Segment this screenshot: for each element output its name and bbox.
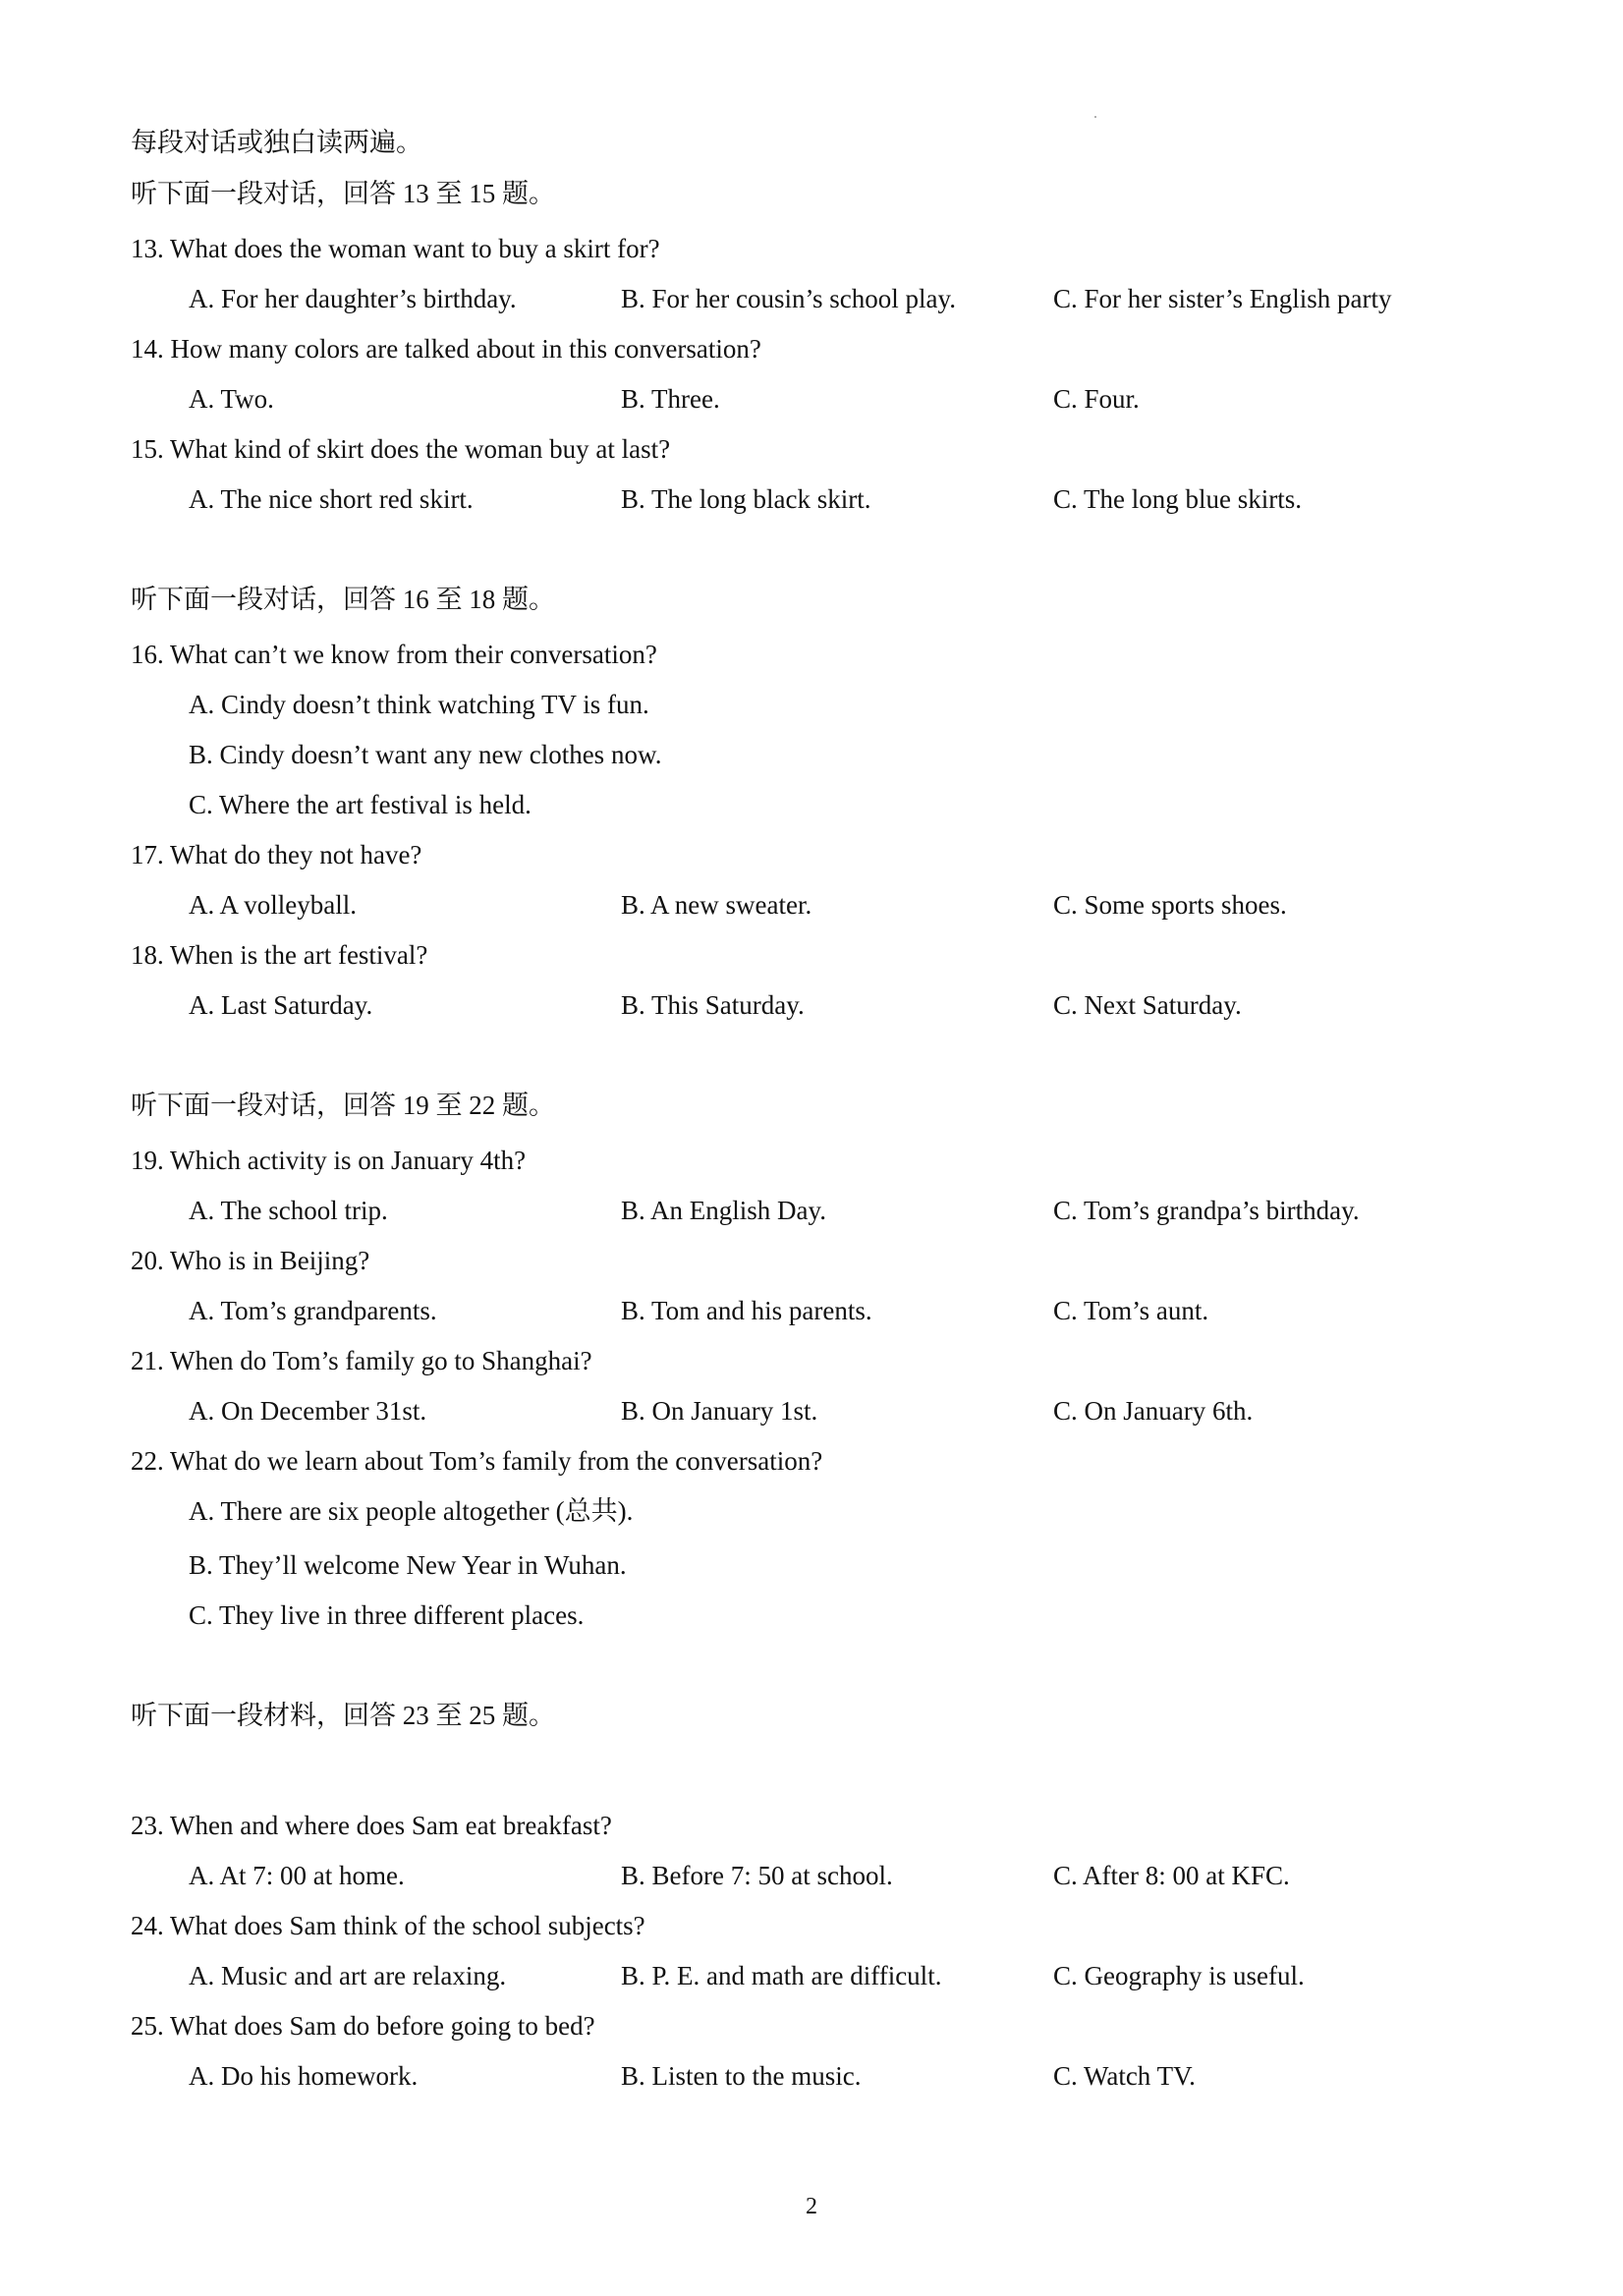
option-20-a: A. Tom’s grandparents.	[189, 1296, 437, 1325]
section-heading-23-25: 听下面一段材料，回答 23 至 25 题。	[131, 1701, 555, 1730]
option-19-a: A. The school trip.	[189, 1196, 388, 1225]
section-heading-16-18: 听下面一段对话，回答 16 至 18 题。	[131, 585, 555, 614]
option-23-c: C. After 8: 00 at KFC.	[1053, 1861, 1290, 1890]
option-14-a: A. Two.	[189, 384, 274, 414]
options-20	[131, 1294, 1506, 1344]
option-21-c: C. On January 6th.	[1053, 1396, 1254, 1426]
question-13: 13. What does the woman want to buy a skirt for?	[131, 234, 660, 263]
option-15-c: C. The long blue skirts.	[1053, 484, 1302, 514]
option-16-c: C. Where the art festival is held.	[189, 790, 532, 819]
question-22: 22. What do we learn about Tom’s family from the conversation?	[131, 1446, 823, 1476]
option-16-a: A. Cindy doesn’t think watching TV is fun.	[189, 690, 649, 719]
option-18-b: B. This Saturday.	[621, 990, 805, 1020]
section-heading-13-15: 听下面一段对话，回答 13 至 15 题。	[131, 179, 555, 208]
option-16-b: B. Cindy doesn’t want any new clothes now.	[189, 740, 662, 769]
option-22-c: C. They live in three different places.	[189, 1600, 585, 1630]
option-18-c: C. Next Saturday.	[1053, 990, 1242, 1020]
options-24	[131, 1959, 1506, 2009]
question-15: 15. What kind of skirt does the woman buy at last?	[131, 434, 671, 464]
section-heading-19-22: 听下面一段对话，回答 19 至 22 题。	[131, 1091, 555, 1120]
options-19	[131, 1194, 1506, 1244]
options-25	[131, 2059, 1506, 2109]
options-21	[131, 1394, 1506, 1444]
option-22-a: A. There are six people altogether (总共).	[189, 1496, 634, 1526]
option-18-a: A. Last Saturday.	[189, 990, 373, 1020]
options-14	[131, 382, 1506, 432]
option-24-b: B. P. E. and math are difficult.	[621, 1961, 942, 1990]
option-23-a: A. At 7: 00 at home.	[189, 1861, 405, 1890]
option-13-a: A. For her daughter’s birthday.	[189, 284, 517, 313]
options-15	[131, 482, 1506, 532]
question-14: 14. How many colors are talked about in this conversation?	[131, 334, 761, 364]
option-24-a: A. Music and art are relaxing.	[189, 1961, 507, 1990]
options-18	[131, 988, 1506, 1038]
option-15-b: B. The long black skirt.	[621, 484, 871, 514]
option-17-a: A. A volleyball.	[189, 890, 357, 920]
question-25: 25. What does Sam do before going to bed?	[131, 2011, 595, 2041]
question-17: 17. What do they not have?	[131, 840, 422, 869]
options-23	[131, 1859, 1506, 1909]
option-19-c: C. Tom’s grandpa’s birthday.	[1053, 1196, 1360, 1225]
option-25-a: A. Do his homework.	[189, 2061, 419, 2091]
option-13-c: C. For her sister’s English party	[1053, 284, 1392, 313]
scan-speck	[1094, 116, 1096, 118]
page-number: 2	[806, 2194, 817, 2219]
option-17-b: B. A new sweater.	[621, 890, 812, 920]
option-25-c: C. Watch TV.	[1053, 2061, 1196, 2091]
option-22-b: B. They’ll welcome New Year in Wuhan.	[189, 1550, 627, 1580]
question-24: 24. What does Sam think of the school subjects?	[131, 1911, 645, 1940]
option-21-a: A. On December 31st.	[189, 1396, 427, 1426]
question-23: 23. When and where does Sam eat breakfast?	[131, 1811, 612, 1840]
options-13	[131, 282, 1506, 332]
section-spacer	[131, 1649, 1506, 1699]
section-spacer	[131, 1754, 1506, 1809]
option-21-b: B. On January 1st.	[621, 1396, 818, 1426]
instruction-text: 每段对话或独白读两遍。	[131, 128, 422, 157]
question-20: 20. Who is in Beijing?	[131, 1246, 370, 1275]
option-20-b: B. Tom and his parents.	[621, 1296, 872, 1325]
section-spacer	[131, 532, 1506, 583]
option-17-c: C. Some sports shoes.	[1053, 890, 1287, 920]
option-14-c: C. Four.	[1053, 384, 1140, 414]
option-15-a: A. The nice short red skirt.	[189, 484, 474, 514]
option-25-b: B. Listen to the music.	[621, 2061, 862, 2091]
option-24-c: C. Geography is useful.	[1053, 1961, 1305, 1990]
option-23-b: B. Before 7: 50 at school.	[621, 1861, 893, 1890]
section-spacer	[131, 1038, 1506, 1089]
option-13-b: B. For her cousin’s school play.	[621, 284, 956, 313]
option-20-c: C. Tom’s aunt.	[1053, 1296, 1209, 1325]
option-14-b: B. Three.	[621, 384, 720, 414]
question-16: 16. What can’t we know from their conversation?	[131, 640, 657, 669]
question-21: 21. When do Tom’s family go to Shanghai?	[131, 1346, 592, 1375]
exam-page	[131, 126, 1506, 2109]
question-18: 18. When is the art festival?	[131, 940, 428, 970]
question-19: 19. Which activity is on January 4th?	[131, 1146, 527, 1175]
option-19-b: B. An English Day.	[621, 1196, 826, 1225]
options-17	[131, 888, 1506, 938]
